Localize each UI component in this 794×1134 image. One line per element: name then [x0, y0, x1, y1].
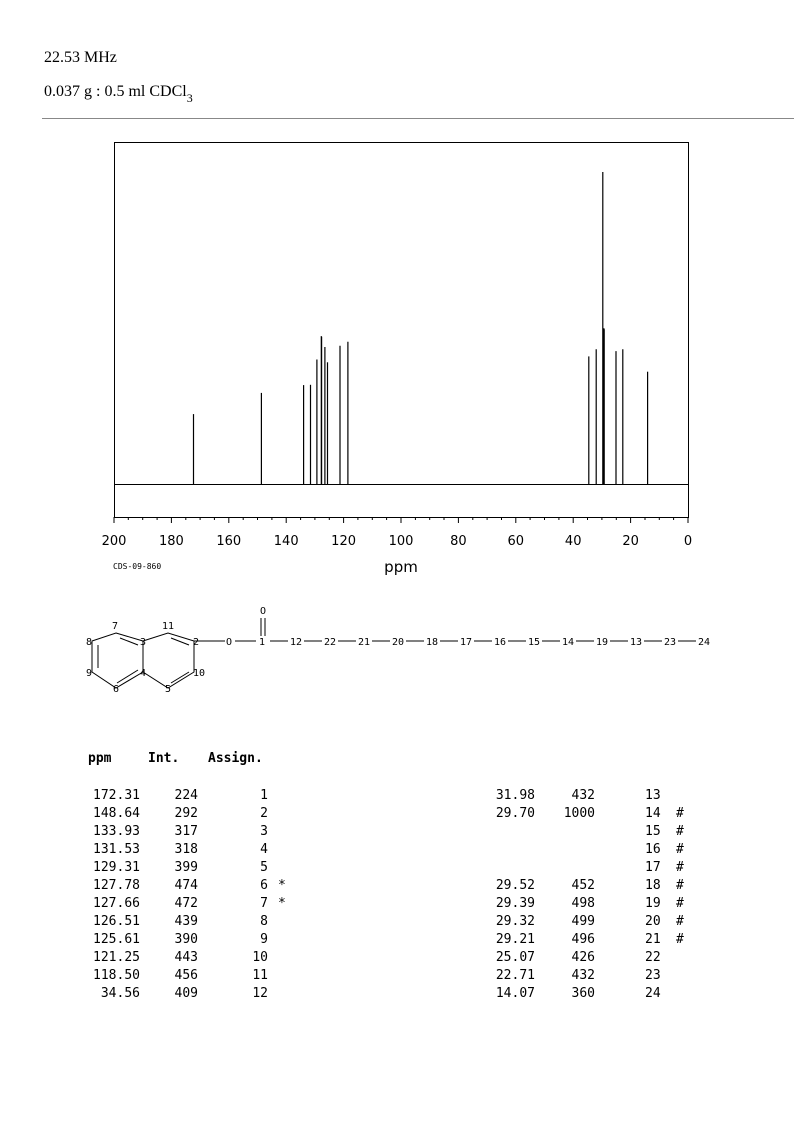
ring-label: 3: [140, 637, 147, 648]
x-tick-label: 120: [331, 534, 357, 549]
cell-mark: #: [676, 878, 684, 893]
cell-mark: #: [676, 914, 684, 929]
cell-assign: 4: [260, 842, 268, 857]
cell-assign: 16: [645, 842, 661, 857]
sample-subscript: 3: [186, 91, 193, 105]
x-tick-label: 20: [622, 534, 639, 549]
cell-int: 474: [174, 878, 198, 893]
cell-int: 499: [571, 914, 595, 929]
cell-ppm: 14.07: [495, 986, 535, 1001]
cell-assign: 8: [260, 914, 268, 929]
cell-ppm: 29.52: [495, 878, 535, 893]
cell-ppm: 172.31: [93, 788, 140, 803]
cell-assign: 1: [260, 788, 268, 803]
x-tick-label: 0: [683, 534, 693, 549]
chain-atom-18: 18: [425, 637, 439, 648]
ring-label: 7: [112, 621, 119, 632]
cell-assign: 11: [252, 968, 268, 983]
cell-ppm: 25.07: [495, 950, 535, 965]
cell-ppm: 125.61: [93, 932, 140, 947]
chain-atom-22: 22: [323, 637, 337, 648]
cell-int: 318: [174, 842, 198, 857]
alkyl-chain: [259, 637, 710, 648]
col-header-assign: Assign.: [208, 751, 263, 766]
cell-int: 439: [174, 914, 198, 929]
cell-mark: *: [278, 896, 286, 911]
cell-ppm: 148.64: [93, 806, 140, 821]
ester-oxygen: O: [226, 637, 233, 648]
cell-ppm: 34.56: [100, 986, 140, 1001]
cell-int: 443: [174, 950, 198, 965]
cell-ppm: 126.51: [93, 914, 140, 929]
ring-label: 9: [86, 668, 93, 679]
cell-assign: 20: [645, 914, 661, 929]
cell-int: 426: [571, 950, 595, 965]
cell-int: 498: [571, 896, 595, 911]
cell-int: 317: [174, 824, 198, 839]
atom-labels: [86, 606, 266, 695]
cell-ppm: 118.50: [93, 968, 140, 983]
cell-ppm: 29.32: [495, 914, 535, 929]
chain-atom-16: 16: [493, 637, 507, 648]
ring-label: 6: [113, 684, 120, 695]
ring-label: 5: [165, 684, 172, 695]
cell-assign: 12: [252, 986, 268, 1001]
ring-label: 10: [193, 668, 206, 679]
x-tick-label: 40: [564, 534, 582, 549]
cell-assign: 7: [260, 896, 268, 911]
chain-atom-14: 14: [561, 637, 575, 648]
x-tick-label: 100: [388, 534, 414, 549]
carbonyl-oxygen: O: [260, 606, 267, 617]
frequency-label: 22.53 MHz: [44, 49, 117, 66]
cell-int: 496: [571, 932, 595, 947]
cell-mark: #: [676, 932, 684, 947]
cell-int: 472: [174, 896, 198, 911]
chain-atom-1: 1: [258, 637, 266, 648]
cell-assign: 14: [645, 806, 661, 821]
cell-mark: #: [676, 842, 684, 857]
cell-assign: 10: [252, 950, 268, 965]
chain-atom-19: 19: [595, 637, 609, 648]
spectrum-id: CDS-09-860: [113, 562, 162, 571]
chain-atom-24: 24: [697, 637, 711, 648]
cell-ppm: 129.31: [93, 860, 140, 875]
cell-assign: 13: [645, 788, 661, 803]
col-header-int: Int.: [148, 751, 180, 766]
cell-ppm: 31.98: [495, 788, 535, 803]
cell-assign: 2: [260, 806, 268, 821]
cell-ppm: 22.71: [495, 968, 535, 983]
cell-assign: 3: [260, 824, 268, 839]
chain-atom-21: 21: [357, 637, 371, 648]
cell-int: 432: [571, 788, 595, 803]
cell-int: 452: [571, 878, 595, 893]
cell-assign: 18: [645, 878, 661, 893]
cell-int: 224: [174, 788, 198, 803]
cell-mark: #: [676, 806, 684, 821]
cell-int: 456: [174, 968, 198, 983]
chain-atom-12: 12: [289, 637, 303, 648]
cell-assign: 23: [645, 968, 661, 983]
ring-label: 2: [193, 637, 200, 648]
cell-assign: 9: [260, 932, 268, 947]
x-tick-label: 80: [450, 534, 467, 549]
cell-assign: 21: [645, 932, 661, 947]
cell-ppm: 127.78: [93, 878, 140, 893]
cell-assign: 5: [260, 860, 268, 875]
sample-main: 0.037 g : 0.5 ml CDCl: [44, 83, 187, 100]
cell-mark: #: [676, 824, 684, 839]
cell-assign: 6: [260, 878, 268, 893]
x-tick-label: 140: [273, 534, 299, 549]
col-header-ppm: ppm: [88, 751, 112, 766]
cell-ppm: 121.25: [93, 950, 140, 965]
cell-mark: *: [278, 878, 286, 893]
cell-ppm: 29.21: [495, 932, 535, 947]
cell-int: 360: [571, 986, 595, 1001]
x-tick-label: 60: [507, 534, 525, 549]
cell-int: 432: [571, 968, 595, 983]
cell-int: 390: [174, 932, 198, 947]
cell-mark: #: [676, 896, 684, 911]
x-axis-label: ppm: [384, 558, 418, 576]
x-tick-label: 180: [158, 534, 184, 549]
chain-atom-20: 20: [391, 637, 405, 648]
cell-int: 1000: [563, 806, 595, 821]
x-tick-label: 200: [101, 534, 127, 549]
chain-atom-23: 23: [663, 637, 677, 648]
cell-ppm: 133.93: [93, 824, 140, 839]
ring-label: 4: [140, 668, 147, 679]
cell-int: 399: [174, 860, 198, 875]
ring-label: 8: [86, 637, 93, 648]
cell-assign: 17: [645, 860, 661, 875]
cell-ppm: 29.39: [495, 896, 535, 911]
cell-ppm: 29.70: [495, 806, 535, 821]
chain-atom-17: 17: [459, 637, 473, 648]
cell-ppm: 127.66: [93, 896, 140, 911]
cell-int: 292: [174, 806, 198, 821]
chain-atom-15: 15: [527, 637, 541, 648]
x-tick-label: 160: [216, 534, 242, 549]
cell-assign: 22: [645, 950, 661, 965]
cell-ppm: 131.53: [93, 842, 140, 857]
chain-atom-13: 13: [629, 637, 643, 648]
cell-assign: 19: [645, 896, 661, 911]
cell-assign: 24: [645, 986, 661, 1001]
cell-mark: #: [676, 860, 684, 875]
cell-int: 409: [174, 986, 198, 1001]
cell-assign: 15: [645, 824, 661, 839]
ring-label: 11: [162, 621, 175, 632]
